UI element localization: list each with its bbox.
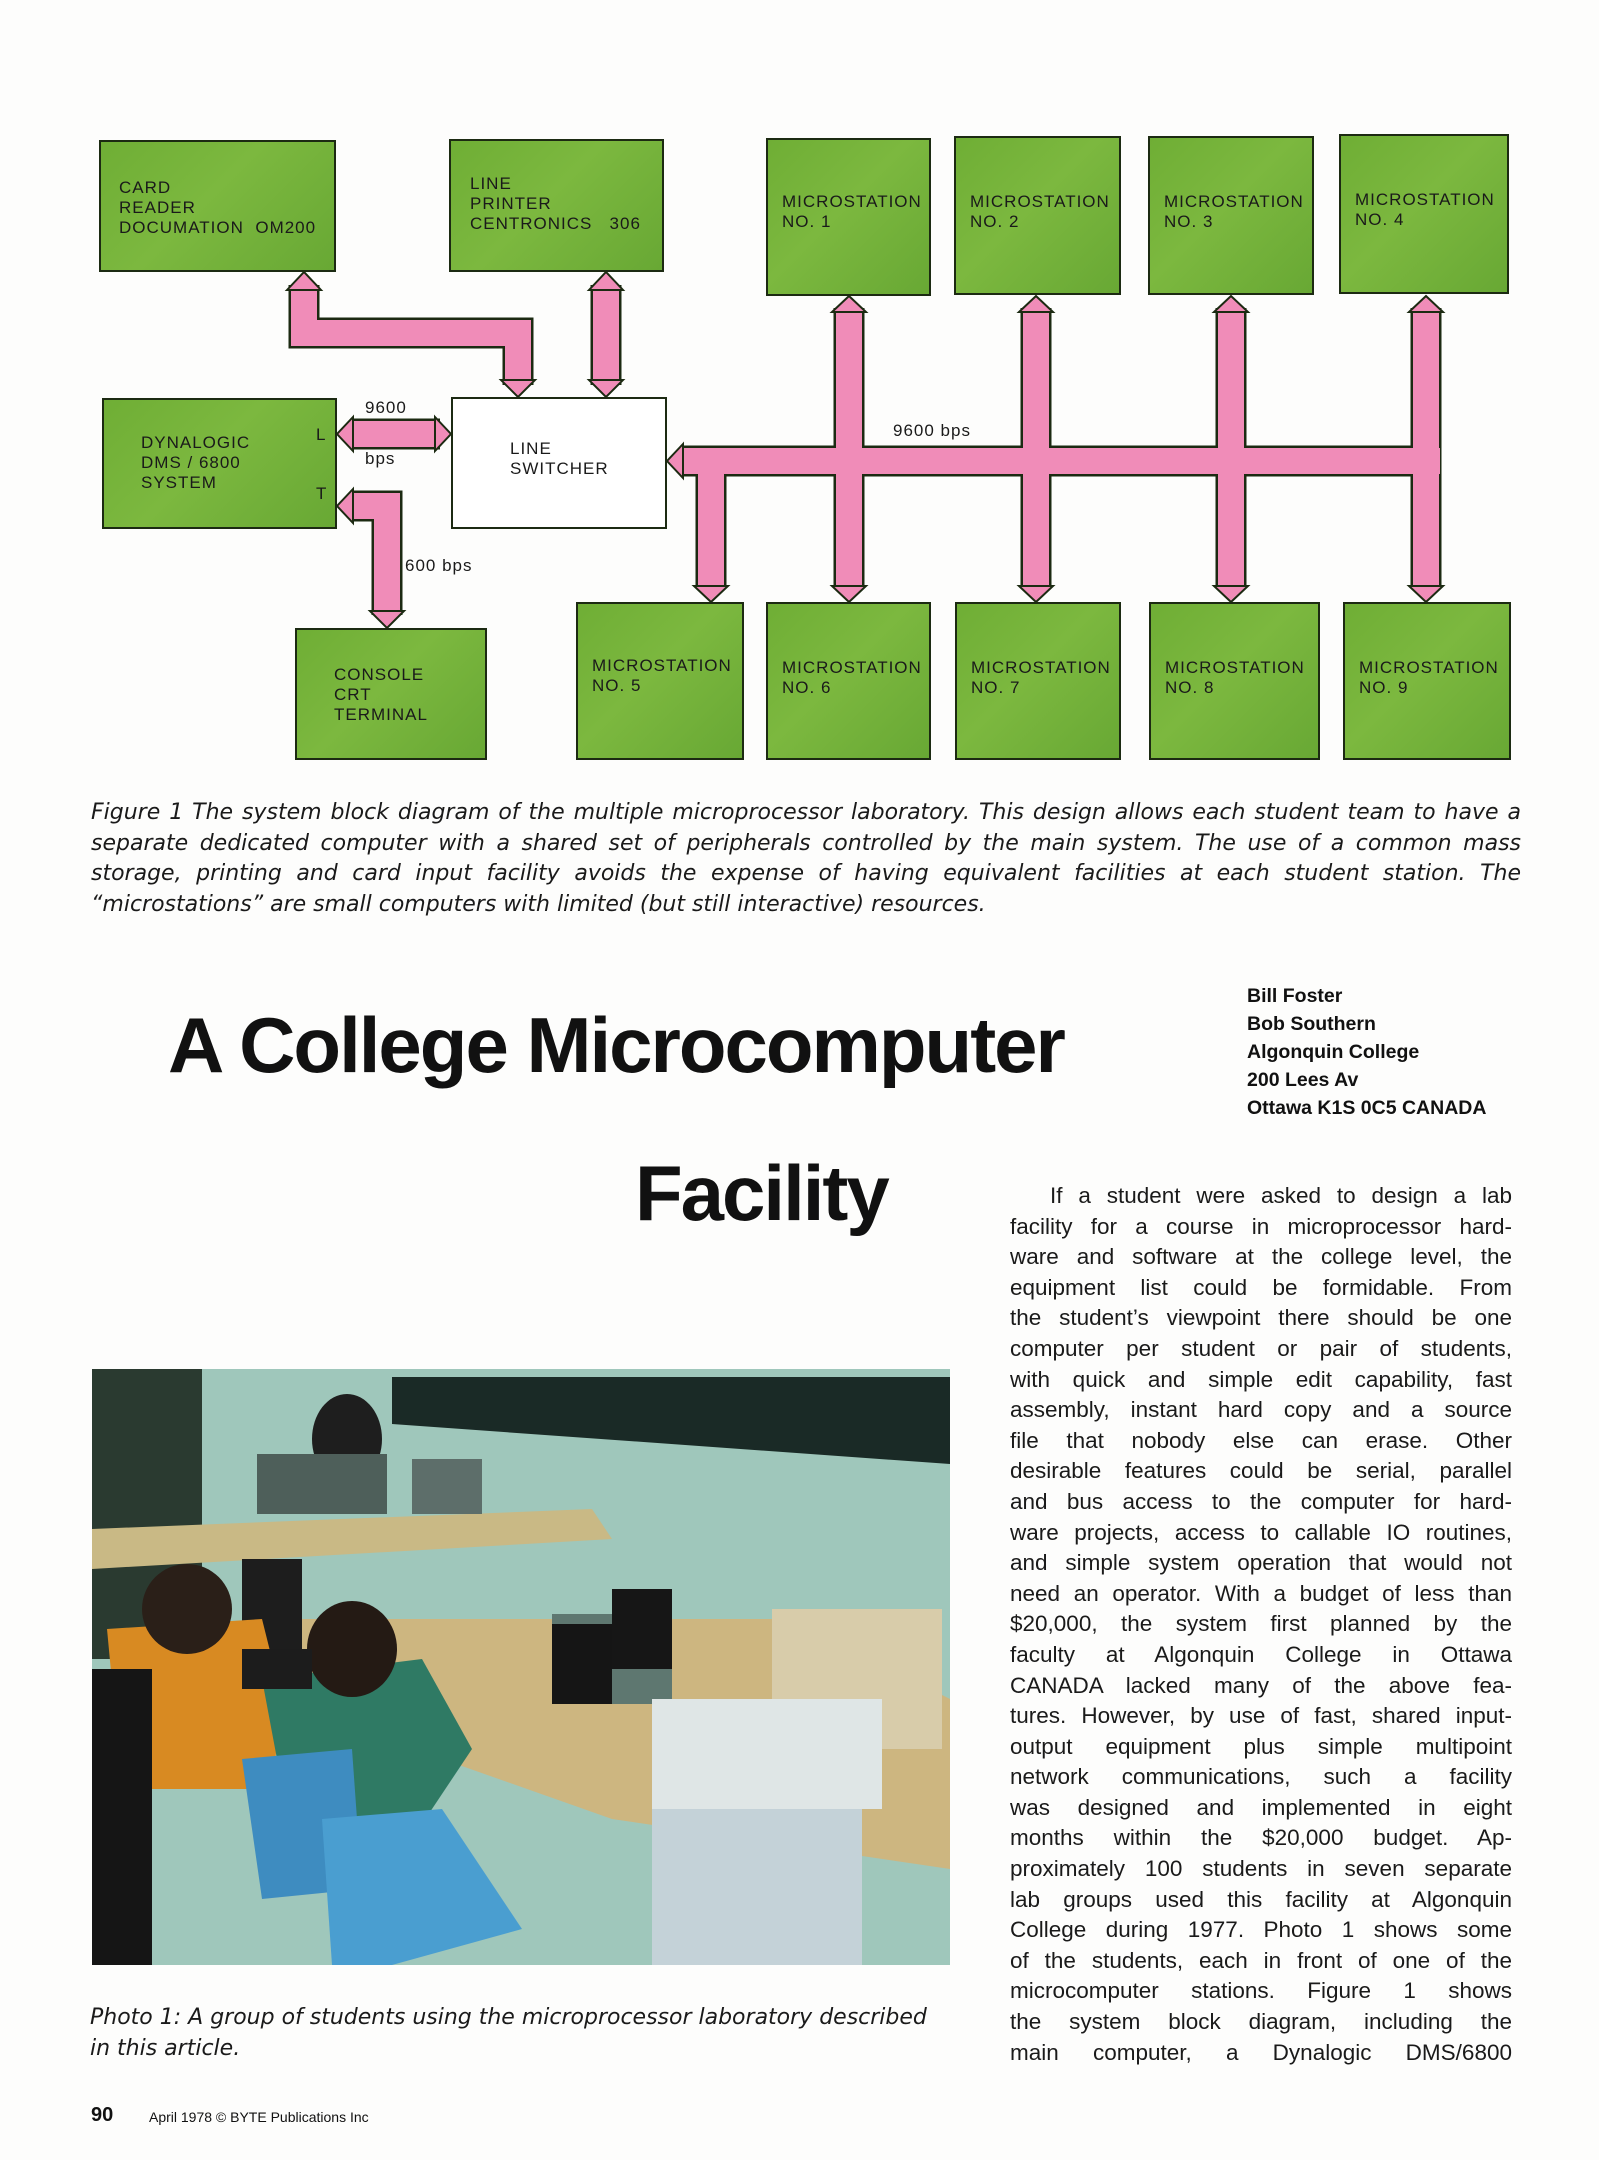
photo-students-lab xyxy=(92,1369,950,1965)
microstation-1-box xyxy=(766,138,931,296)
body-text-line: equipment list could be formidable. From xyxy=(1010,1274,1512,1300)
microstation-7-box xyxy=(955,602,1121,760)
body-text-line: and simple system operation that would not xyxy=(1010,1550,1512,1576)
photo-image xyxy=(92,1369,950,1965)
line-switcher-label: LINE SWITCHER xyxy=(510,439,609,478)
body-text-line: network communications, such a facility xyxy=(1010,1764,1512,1790)
body-text-line: the system block diagram, including the xyxy=(1010,2009,1512,2035)
microstation-5-box xyxy=(576,602,744,760)
console-terminal-box xyxy=(295,628,487,760)
body-text-line: months within the $20,000 budget. Ap- xyxy=(1010,1825,1512,1851)
port-t-label: T xyxy=(316,484,328,503)
page-number: 90 xyxy=(91,2104,114,2126)
body-text-line: lab groups used this facility at Algonquin xyxy=(1010,1886,1512,1912)
body-text-line: desirable features could be serial, parallel xyxy=(1010,1458,1512,1484)
figure-caption: Figure 1 The system block diagram of the multiple microprocessor laboratory. This design allows each student team to have a separate dedicated computer with a shared set of peripherals controlled by the main system. The use of a common mass storage, printing and card input facility avoids the expense of having equivalent facilities at each student station. The “microstations” are small computers with limited (but still interactive) resources. xyxy=(91,800,1521,917)
body-text-line: microcomputer stations. Figure 1 shows xyxy=(1010,1978,1512,2004)
body-text-line: ware and software at the college level, the xyxy=(1010,1244,1512,1270)
body-text-line: tures. However, by use of fast, shared input- xyxy=(1010,1703,1512,1729)
body-text-line: If a student were asked to design a lab xyxy=(1050,1183,1512,1208)
author-block xyxy=(1247,982,1486,1122)
body-text-line: facility for a course in microprocessor hard- xyxy=(1010,1213,1512,1239)
body-text-line: ware projects, access to callable IO routines, xyxy=(1010,1519,1512,1545)
microstation-2-box xyxy=(954,136,1121,295)
port-l-label: L xyxy=(316,425,327,444)
body-text-line: output equipment plus simple multipoint xyxy=(1010,1733,1512,1759)
author-address: 200 Lees Av xyxy=(1247,1069,1359,1091)
article-title-line-2: Facility xyxy=(635,1149,888,1237)
body-text-line: CANADA lacked many of the above fea- xyxy=(1010,1672,1512,1698)
footer-credit: April 1978 © BYTE Publications Inc xyxy=(149,2109,369,2125)
body-text-line: College during 1977. Photo 1 shows some xyxy=(1010,1917,1512,1943)
author-name: Bob Southern xyxy=(1247,1013,1376,1035)
body-text-line: and bus access to the computer for hard- xyxy=(1010,1488,1512,1514)
microstation-4-box xyxy=(1339,134,1509,294)
microstation-6-label: MICROSTATION NO. 6 xyxy=(782,658,922,697)
line-printer-label: LINE PRINTER CENTRONICS 306 xyxy=(470,174,641,233)
article-body xyxy=(1010,1181,1512,2068)
dynalogic-label: DYNALOGIC DMS / 6800 SYSTEM xyxy=(141,433,251,492)
body-text-line: proximately 100 students in seven separate xyxy=(1010,1856,1512,1882)
body-text-line: with quick and simple edit capability, fast xyxy=(1010,1366,1512,1392)
author-affiliation: Algonquin College xyxy=(1247,1041,1420,1063)
bus-rate-label: 9600 bps xyxy=(893,421,971,440)
microstation-6-box xyxy=(766,602,931,760)
author-name: Bill Foster xyxy=(1247,985,1343,1007)
rate-9600-label: 9600 xyxy=(365,398,407,417)
body-text-line: of the students, each in front of one of the xyxy=(1010,1947,1512,1973)
card-reader-label: CARD READER DOCUMATION OM200 xyxy=(119,178,317,237)
rate-600-label: 600 bps xyxy=(405,556,473,575)
line-switcher-box xyxy=(451,397,667,529)
console-terminal-label: CONSOLE CRT TERMINAL xyxy=(334,665,428,724)
microstation-9-box xyxy=(1343,602,1511,760)
rate-bps-label: bps xyxy=(365,449,396,468)
microstation-8-box xyxy=(1149,602,1320,760)
article-title-line-1: A College Microcomputer xyxy=(168,1001,1064,1089)
body-text-line: $20,000, the system first planned by the xyxy=(1010,1611,1512,1637)
microstation-8-label: MICROSTATION NO. 8 xyxy=(1165,658,1305,697)
dynalogic-box xyxy=(102,398,337,529)
author-city: Ottawa K1S 0C5 CANADA xyxy=(1247,1097,1487,1119)
body-text-line: assembly, instant hard copy and a source xyxy=(1010,1397,1512,1423)
microstation-7-label: MICROSTATION NO. 7 xyxy=(971,658,1111,697)
card-reader-box xyxy=(99,140,336,272)
body-text-line: the student’s viewpoint there should be one xyxy=(1010,1305,1512,1331)
body-text-line: was designed and implemented in eight xyxy=(1010,1794,1512,1820)
body-text-line: computer per student or pair of students, xyxy=(1010,1335,1512,1361)
body-text-line: need an operator. With a budget of less than xyxy=(1010,1580,1512,1606)
microstation-5-label: MICROSTATION NO. 5 xyxy=(592,656,732,695)
microstation-9-label: MICROSTATION NO. 9 xyxy=(1359,658,1499,697)
body-text-line: faculty at Algonquin College in Ottawa xyxy=(1010,1641,1512,1667)
line-printer-box xyxy=(449,139,664,272)
photo-caption: Photo 1: A group of students using the microprocessor laboratory described in this article. xyxy=(90,2005,927,2061)
microstation-3-box xyxy=(1148,136,1314,295)
microstation-1-label: MICROSTATION NO. 1 xyxy=(782,192,922,231)
body-text-line: main computer, a Dynalogic DMS/6800 xyxy=(1010,2039,1512,2065)
microstation-2-label: MICROSTATION NO. 2 xyxy=(970,192,1110,231)
microstation-4-label: MICROSTATION NO. 4 xyxy=(1355,190,1495,229)
body-text-line: file that nobody else can erase. Other xyxy=(1010,1427,1512,1453)
microstation-3-label: MICROSTATION NO. 3 xyxy=(1164,192,1304,231)
